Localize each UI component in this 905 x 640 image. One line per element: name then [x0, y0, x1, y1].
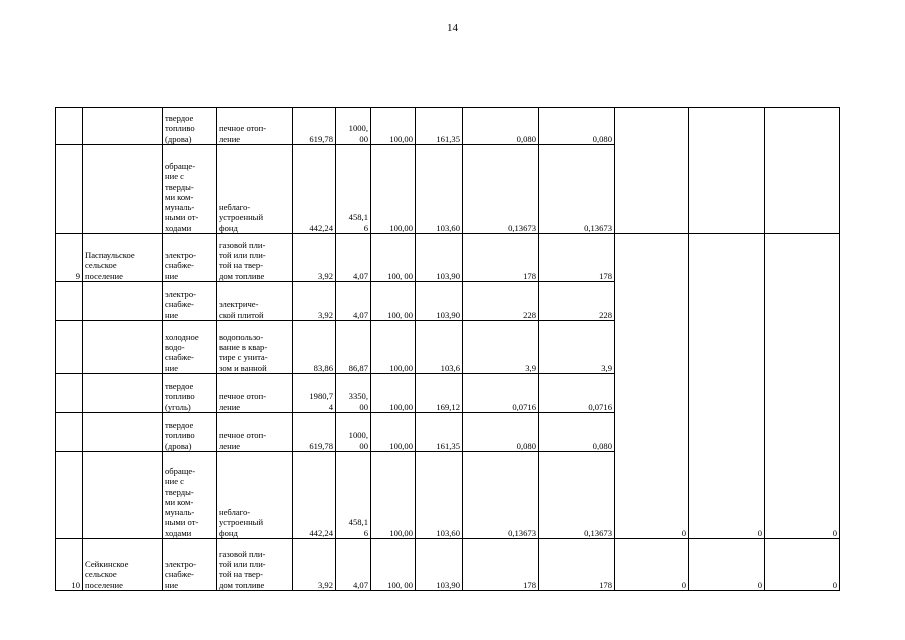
- value-cell: 4,07: [336, 234, 371, 282]
- resource-cell: электро- снабже- ние: [163, 539, 217, 591]
- settlement-cell: Сейкинское сельское поселение: [83, 539, 163, 591]
- extra-cell: [615, 108, 689, 234]
- value-cell: 100, 00: [371, 234, 416, 282]
- value-cell: 103,90: [416, 539, 463, 591]
- value-cell: 100, 00: [371, 282, 416, 321]
- value-cell: 161,35: [416, 413, 463, 452]
- value-cell: 442,24: [293, 452, 336, 539]
- resource-cell: холодное водо- снабже- ние: [163, 321, 217, 374]
- value-cell: 100, 00: [371, 539, 416, 591]
- settlement-cell: Паспаульское сельское поселение: [83, 234, 163, 282]
- extra-cell: 0: [615, 234, 689, 539]
- row-number-cell: [56, 321, 83, 374]
- value-cell: 0,13673: [463, 452, 539, 539]
- resource-cell: твердое топливо (уголь): [163, 374, 217, 413]
- value-cell: 100,00: [371, 145, 416, 234]
- table-row: [56, 108, 840, 145]
- value-cell: 228: [539, 282, 615, 321]
- extra-cell: 0: [765, 539, 840, 591]
- settlement-cell: [83, 413, 163, 452]
- value-cell: 100,00: [371, 452, 416, 539]
- value-cell: 103,60: [416, 145, 463, 234]
- value-cell: 161,35: [416, 108, 463, 145]
- extra-cell: [765, 108, 840, 234]
- resource-cell: обраще- ние с тверды- ми ком- муналь- ными от- ходами: [163, 452, 217, 539]
- value-cell: 103,90: [416, 234, 463, 282]
- value-cell: 0,13673: [539, 145, 615, 234]
- settlement-cell: [83, 282, 163, 321]
- tariff-table: [55, 107, 840, 591]
- usage-cell: неблаго- устроенный фонд: [217, 145, 293, 234]
- resource-cell: твердое топливо (дрова): [163, 108, 217, 145]
- value-cell: 178: [463, 539, 539, 591]
- resource-cell: электро- снабже- ние: [163, 234, 217, 282]
- value-cell: 458,1 6: [336, 145, 371, 234]
- value-cell: 0,080: [539, 413, 615, 452]
- value-cell: 178: [539, 234, 615, 282]
- value-cell: 103,90: [416, 282, 463, 321]
- value-cell: 0,0716: [463, 374, 539, 413]
- value-cell: 86,87: [336, 321, 371, 374]
- value-cell: 100,00: [371, 321, 416, 374]
- usage-cell: неблаго- устроенный фонд: [217, 452, 293, 539]
- row-number-cell: 10: [56, 539, 83, 591]
- usage-cell: печное отоп- ление: [217, 374, 293, 413]
- value-cell: 619,78: [293, 108, 336, 145]
- usage-cell: печное отоп- ление: [217, 108, 293, 145]
- value-cell: 103,60: [416, 452, 463, 539]
- value-cell: 3,92: [293, 234, 336, 282]
- row-number-cell: [56, 108, 83, 145]
- value-cell: 0,080: [463, 108, 539, 145]
- value-cell: 3,92: [293, 539, 336, 591]
- row-number-cell: 9: [56, 234, 83, 282]
- usage-cell: печное отоп- ление: [217, 413, 293, 452]
- value-cell: 458,1 6: [336, 452, 371, 539]
- extra-cell: [689, 108, 765, 234]
- value-cell: 1000, 00: [336, 108, 371, 145]
- value-cell: 1000, 00: [336, 413, 371, 452]
- page-number: 14: [447, 22, 458, 34]
- table-row: [56, 539, 840, 591]
- value-cell: 100,00: [371, 374, 416, 413]
- settlement-cell: [83, 108, 163, 145]
- value-cell: 169,12: [416, 374, 463, 413]
- extra-cell: 0: [765, 234, 840, 539]
- value-cell: 100,00: [371, 108, 416, 145]
- row-number-cell: [56, 413, 83, 452]
- value-cell: 83,86: [293, 321, 336, 374]
- row-number-cell: [56, 374, 83, 413]
- value-cell: 0,080: [463, 413, 539, 452]
- extra-cell: 0: [615, 539, 689, 591]
- resource-cell: обраще- ние с тверды- ми ком- муналь- ными от- ходами: [163, 145, 217, 234]
- row-number-cell: [56, 145, 83, 234]
- value-cell: 100,00: [371, 413, 416, 452]
- value-cell: 3,92: [293, 282, 336, 321]
- usage-cell: водопользо- вание в квар- тире с унита- зом и ванной: [217, 321, 293, 374]
- settlement-cell: [83, 321, 163, 374]
- value-cell: 4,07: [336, 539, 371, 591]
- resource-cell: твердое топливо (дрова): [163, 413, 217, 452]
- extra-cell: 0: [689, 539, 765, 591]
- value-cell: 619,78: [293, 413, 336, 452]
- value-cell: 3350, 00: [336, 374, 371, 413]
- table-row: [56, 234, 840, 282]
- value-cell: 1980,7 4: [293, 374, 336, 413]
- settlement-cell: [83, 452, 163, 539]
- value-cell: 3,9: [539, 321, 615, 374]
- settlement-cell: [83, 374, 163, 413]
- row-number-cell: [56, 452, 83, 539]
- value-cell: 0,0716: [539, 374, 615, 413]
- usage-cell: электриче- ской плитой: [217, 282, 293, 321]
- value-cell: 0,13673: [539, 452, 615, 539]
- value-cell: 103,6: [416, 321, 463, 374]
- row-number-cell: [56, 282, 83, 321]
- extra-cell: 0: [689, 234, 765, 539]
- value-cell: 3,9: [463, 321, 539, 374]
- value-cell: 0,080: [539, 108, 615, 145]
- usage-cell: газовой пли- той или пли- той на твер- дом топливе: [217, 539, 293, 591]
- value-cell: 442,24: [293, 145, 336, 234]
- value-cell: 228: [463, 282, 539, 321]
- value-cell: 178: [539, 539, 615, 591]
- value-cell: 178: [463, 234, 539, 282]
- value-cell: 0,13673: [463, 145, 539, 234]
- resource-cell: электро- снабже- ние: [163, 282, 217, 321]
- usage-cell: газовой пли- той или пли- той на твер- дом топливе: [217, 234, 293, 282]
- value-cell: 4,07: [336, 282, 371, 321]
- settlement-cell: [83, 145, 163, 234]
